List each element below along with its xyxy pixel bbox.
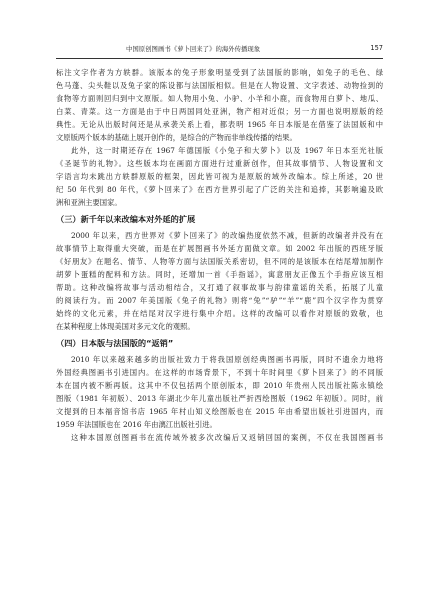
text-line: 纪 50 年代到 80 年代，《萝卜回来了》在西方世界引起了广泛的关注和追捧，其影响遍及欧 [56,185,383,194]
text-line: 洲和亚洲主要国家。 [56,198,122,207]
text-line: 食物等方面则回归到中文原版。如人物用小兔、小驴、小羊和小鹿，而食物用白萝卜、地瓜、 [56,94,383,103]
text-line: 图版（1981 年初版）、2013 年湖北少年儿童出版社严折西绘图版（1962 年初版）。同时，前 [56,394,383,403]
text-line: 《好朋友》在题名、情节、人物等方面与法国版关系密切，但不同的是该版本在结尾增加制作 [56,257,383,266]
text-line: 本在国内被不断再版。这其中不仅包括两个原创版本，即 2010 年贵州人民出版社陈永镇绘 [56,381,383,390]
text-line: 《圣诞节的礼物》。这些版本均在画面方面进行过重新创作，但其故事情节、人物设置和文 [56,159,383,168]
text-line: 典性。无论从出版时间还是从承袭关系上看，都表明 1965 年日本版是在借鉴了法国版和中 [56,120,383,129]
text-line: 标注文字作者为方轶群。该版本的兔子形象明显受到了法国版的影响，如兔子的毛色、绿 [56,68,383,77]
text-line: 2000 年以来，西方世界对《萝卜回来了》的改编热度依然不减，但新的改编者并没有在 [71,231,383,240]
text-line: 1959 年法国版也在 2016 年由漓江出版社引进。 [56,420,217,429]
page-number: 157 [370,44,383,52]
text-line: 外国经典图画书引进国内。在这样的市场背景下，不到十年时间里《萝卜回来了》的不同版 [56,368,383,377]
text-line: 2010 年以来越来越多的出版社致力于将我国原创经典图画书再版，同时不遗余力地将 [71,355,383,364]
text-line: 文原版两个版本的基础上展开创作的，是综合的产物而非单线传播的结果。 [56,133,297,142]
paragraph [56,431,383,444]
paragraph [56,353,383,431]
text-line: 的阅读行为。而 2007 年美国版《兔子的礼物》则将“兔”“驴”“羊”“鹿”四个汉字作为贯穿 [56,296,383,305]
text-line: 在某种程度上体现美国对多元文化的观照。 [56,322,195,331]
paragraph [56,66,383,144]
text-line: 胡萝卜蛋糕的配料和方法。同时，还增加一首《手指谣》，寓意朋友正像五个手指应该互相 [56,270,383,279]
paragraph [56,144,383,209]
section-heading: （四）日本版与法国版的“返销” [56,338,174,348]
running-title: 中国原创图画书《萝卜回来了》的海外传播现象 [126,45,261,53]
text-line: 这种本国原创图画书在流传域外被多次改编后又返销回国的案例，不仅在我国图画书 [71,433,383,442]
paragraph [56,229,383,333]
text-line: 此外，这一时期还存在 1967 年德国版《小兔子和大萝卜》以及 1967 年日本至光社版 [71,146,383,155]
text-line: 色马蓬、尖头鞋以及兔子家的陈设都与法国版相似。但是在人物设置、文字表述、动物捡到的 [56,81,383,90]
text-line: 帮助。这种改编将故事与活动相结合，又打通了叙事故事与韵律童谣的关系，拓展了儿童 [56,283,383,292]
text-line: 文提到的日本福音馆书店 1965 年村山知义绘图版也在 2015 年由希望出版社引进国内，而 [56,407,383,416]
running-header [56,44,383,59]
text-line: 始终的文化元素，并在结尾对汉字进行集中介绍。这样的改编可以看作对原版的致敬，也 [56,309,383,318]
text-line: 白菜、青菜。这一方面是由于中日两国同处亚洲，物产相对近似；另一方面也说明原版的经 [56,107,383,116]
body-text [56,66,383,444]
text-line: 故事情节上取得重大突破，而是在扩展图画书外延方面做文章。如 2002 年出版的西班牙版 [56,244,383,253]
text-line: 字语言均未跳出方轶群原版的框架，因此皆可视为是原版的域外改编本。综上所述，20 世 [56,172,383,181]
section-heading: （三）新千年以来改编本对外延的扩展 [56,214,196,224]
